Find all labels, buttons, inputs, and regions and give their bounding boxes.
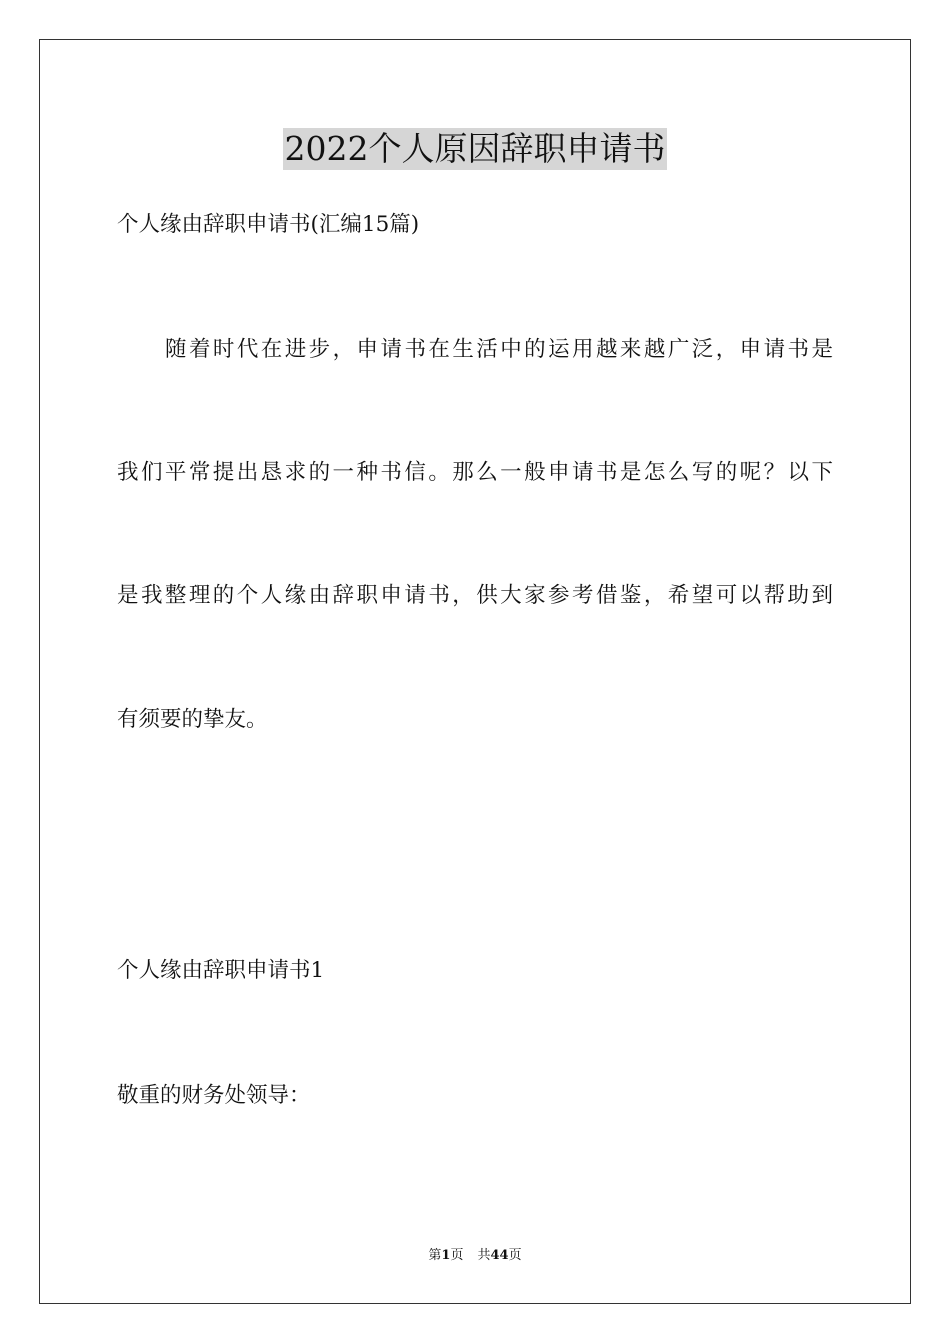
intro-line-2: 我们平常提出恳求的一种书信。那么一般申请书是怎么写的呢？以下 bbox=[117, 460, 833, 485]
intro-line-4: 有须要的挚友。 bbox=[117, 707, 268, 732]
page-prefix: 第 bbox=[428, 1248, 442, 1263]
salutation: 敬重的财务处领导： bbox=[117, 1083, 311, 1108]
title-container bbox=[0, 128, 950, 170]
document-title: 2022个人原因辞职申请书 bbox=[284, 129, 666, 168]
intro-line-1: 随着时代在进步，申请书在生活中的运用越来越广泛，申请书是 bbox=[165, 337, 833, 362]
total-suffix: 页 bbox=[508, 1248, 522, 1263]
page-suffix: 页 bbox=[450, 1248, 464, 1263]
document-subtitle: 个人缘由辞职申请书(汇编15篇) bbox=[117, 212, 420, 237]
page-number: 1 bbox=[441, 1248, 451, 1263]
intro-line-3: 是我整理的个人缘由辞职申请书，供大家参考借鉴，希望可以帮助到 bbox=[117, 583, 833, 608]
total-prefix: 共 bbox=[477, 1248, 491, 1263]
page-footer bbox=[0, 1247, 950, 1265]
total-pages: 44 bbox=[490, 1248, 509, 1263]
section-heading: 个人缘由辞职申请书1 bbox=[117, 958, 325, 983]
